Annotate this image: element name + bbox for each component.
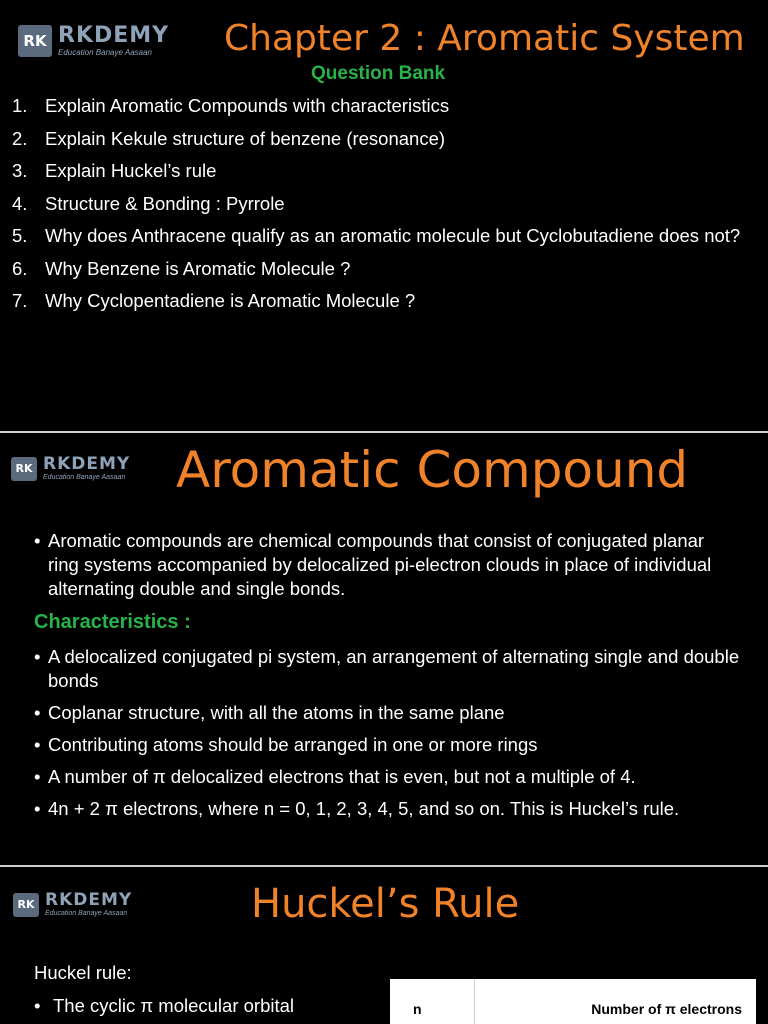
logo-tagline: Education Banaye Aasaan [58,48,152,57]
logo-tagline: Education Banaye Aasaan [45,910,128,917]
huckel-label: Huckel rule: [34,962,132,983]
logo-word: RKDEMY [45,890,133,910]
list-item: • Contributing atoms should be arranged in one or more rings [34,734,538,755]
list-item: 1. Explain Aromatic Compounds with characteristics [12,95,450,116]
rkdemy-logo [18,25,169,57]
list-item: • A delocalized conjugated pi system, an arrangement of alternating single and double bonds [34,646,740,691]
question-list [12,94,752,322]
list-item: 5. Why does Anthracene qualify as an aromatic molecule but Cyclobutadiene does not? [12,225,741,246]
list-item: • Coplanar structure, with all the atoms in the same plane [34,702,505,723]
intro-bullet: • Aromatic compounds are chemical compounds that consist of conjugated planar ring systems accompanied by delocalized pi-electron clouds in place of individual alternating double and single bonds. [34,530,712,599]
rkdemy-logo [11,456,130,481]
list-item: • 4n + 2 π electrons, where n = 0, 1, 2, 3, 4, 5, and so on. This is Huckel’s rule. [34,798,680,819]
list-item: 2. Explain Kekule structure of benzene (resonance) [12,127,446,149]
list-item: 4. Structure & Bonding : Pyrrole [12,192,285,214]
page-title: Chapter 2 : Aromatic System [224,18,745,59]
logo-word: RKDEMY [43,454,131,474]
characteristics-heading: Characteristics : [34,611,191,633]
logo-mark-icon: RK [11,457,37,481]
list-item: 3. Explain Huckel’s rule [12,160,217,181]
section-subtitle: Question Bank [311,63,446,84]
huckel-table [390,979,756,1024]
list-item: 6. Why Benzene is Aromatic Molecule ? [12,257,351,279]
logo-word: RKDEMY [58,23,170,48]
table-header-pi-electrons: Number of π electrons [591,1001,742,1017]
list-item: • A number of π delocalized electrons that is even, but not a multiple of 4. [34,766,636,787]
rkdemy-logo [13,892,132,917]
list-item: • The cyclic π molecular orbital [34,995,295,1016]
slide-huckels-rule [0,867,768,1024]
logo-tagline: Education Banaye Aasaan [43,474,126,481]
table-header-n: n [413,1001,422,1017]
list-item: 7. Why Cyclopentadiene is Aromatic Molecule ? [12,290,416,311]
logo-mark-icon: RK [18,25,52,57]
characteristics-list [34,645,744,829]
table-column-divider [474,979,475,1024]
logo-mark-icon: RK [13,893,39,917]
slide-question-bank [0,0,768,431]
slide-aromatic-compound [0,433,768,865]
page-title: Huckel’s Rule [251,881,520,927]
page-title: Aromatic Compound [176,441,689,499]
